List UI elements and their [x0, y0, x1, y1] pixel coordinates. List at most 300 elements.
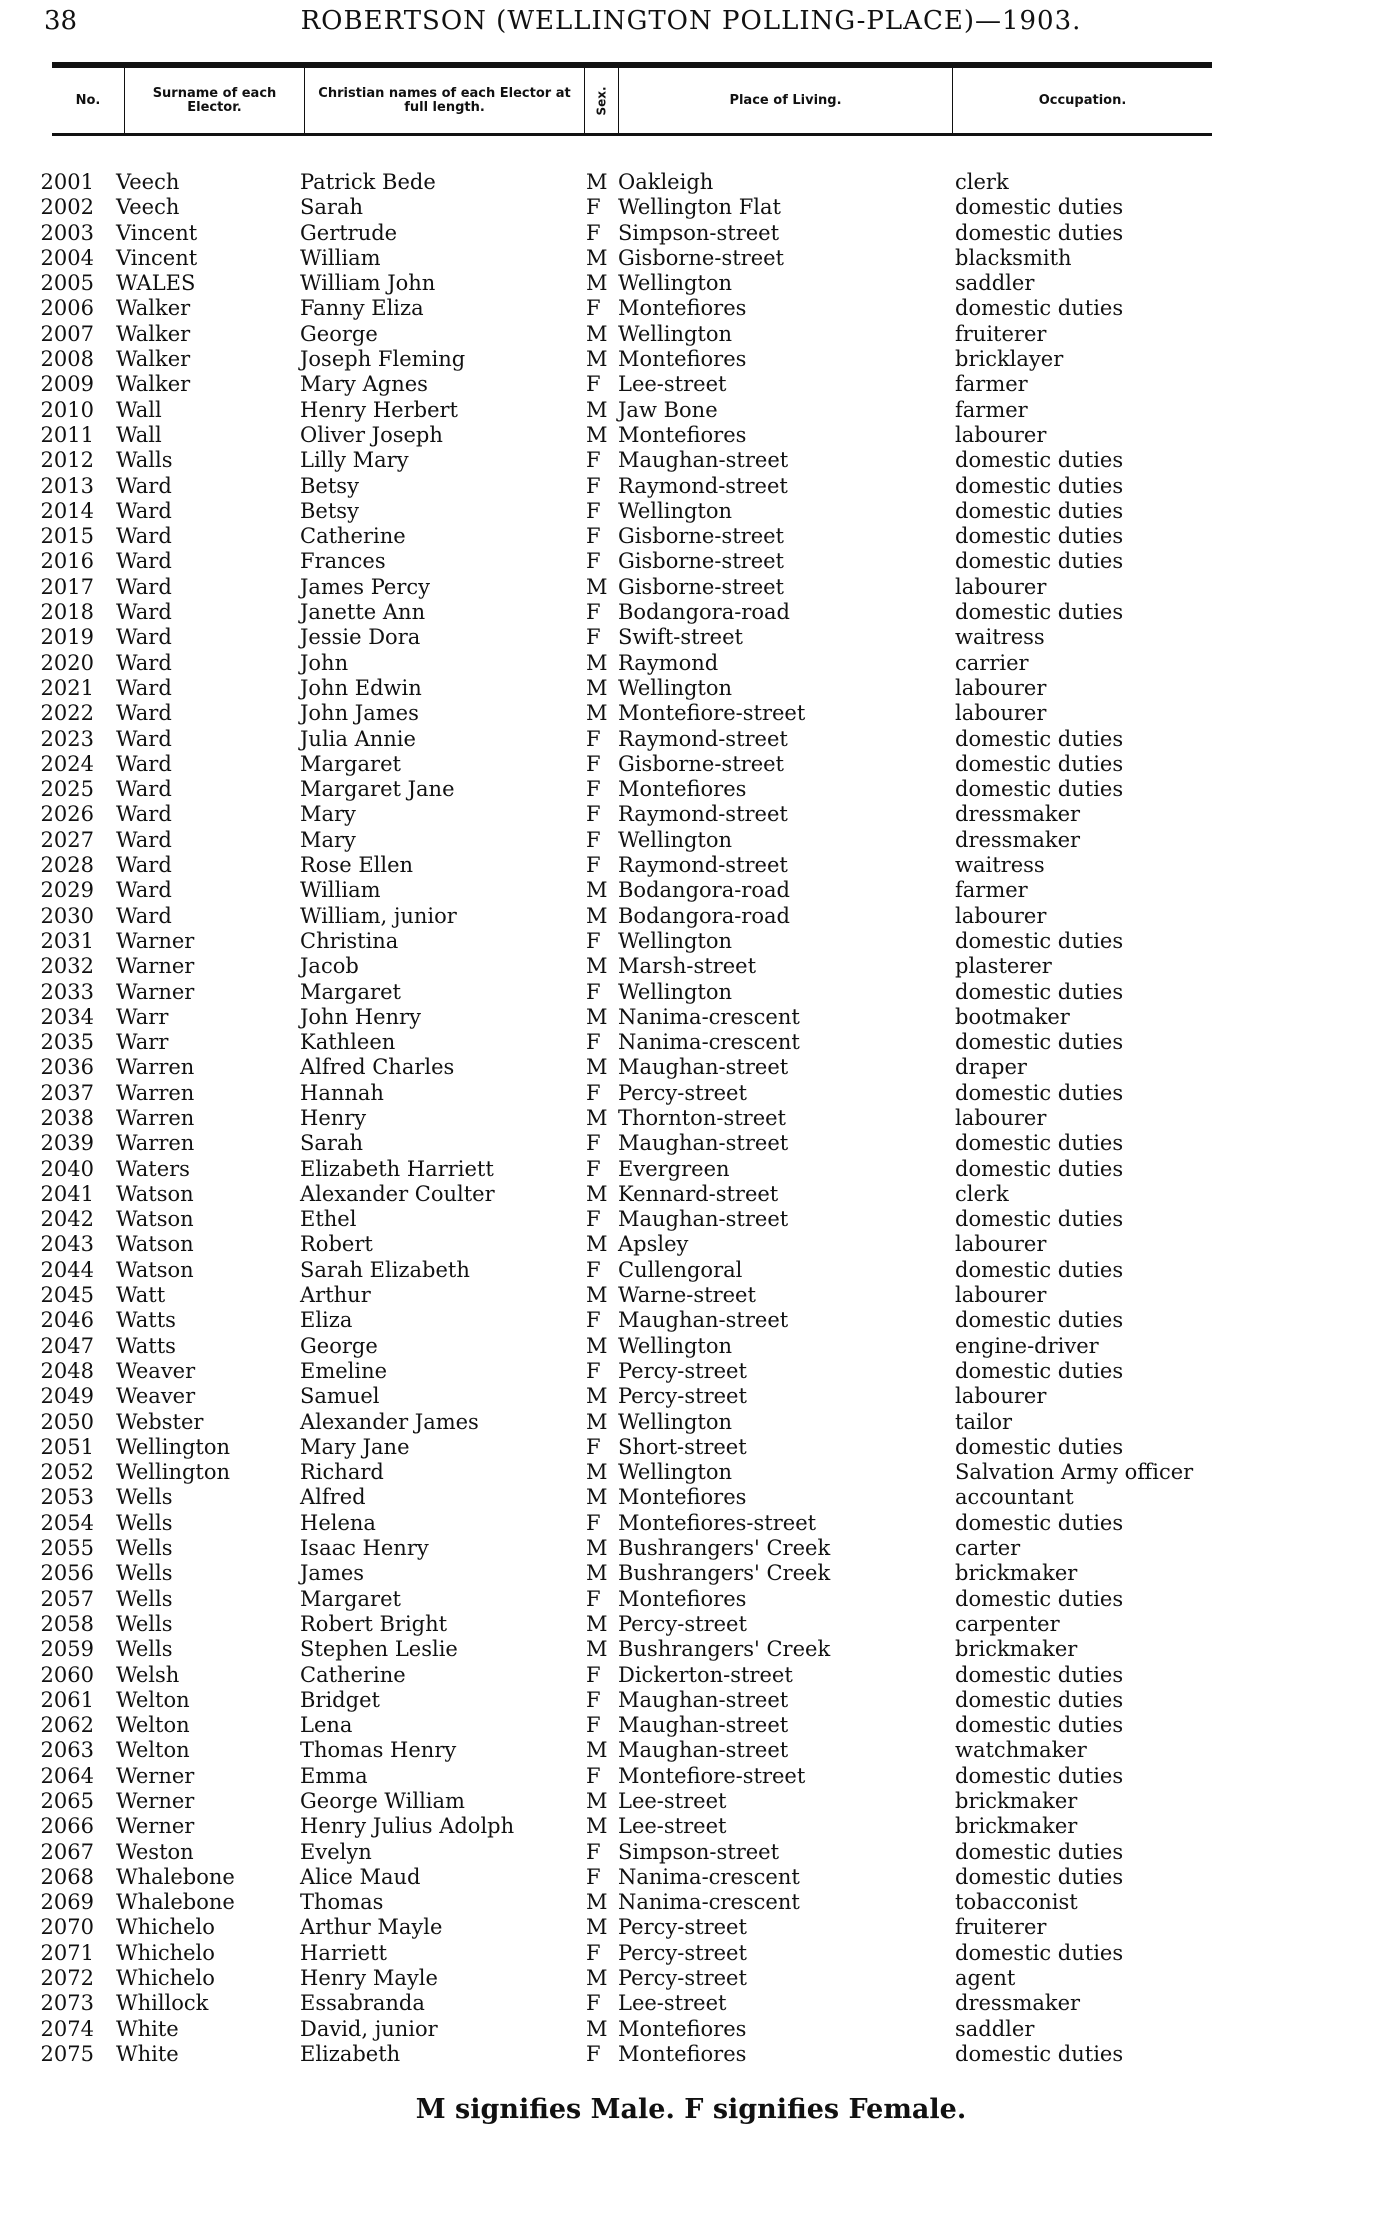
table-row	[0, 1157, 1382, 1182]
sex: M	[586, 1536, 608, 1561]
occupation: domestic duties	[955, 1257, 1124, 1282]
table-row	[0, 195, 1382, 220]
surname: Walls	[116, 448, 173, 473]
place-of-living: Thornton-street	[618, 1105, 786, 1130]
sex: F	[586, 853, 601, 878]
sex: M	[586, 347, 608, 372]
table-row	[0, 1460, 1382, 1485]
occupation: domestic duties	[955, 1662, 1124, 1687]
surname: Veech	[116, 170, 180, 194]
header-occupation: Occupation.	[952, 68, 1212, 133]
place-of-living: Percy-street	[618, 1358, 747, 1383]
elector-number: 2029	[40, 878, 94, 903]
sex: M	[586, 1789, 608, 1813]
elector-number: 2051	[40, 1434, 94, 1459]
place-of-living: Montefiore-street	[618, 701, 806, 726]
christian-names: Samuel	[300, 1384, 380, 1409]
surname: Warren	[116, 1105, 195, 1130]
occupation: domestic duties	[955, 1940, 1124, 1965]
elector-number: 2073	[40, 1991, 94, 2016]
sex: F	[586, 524, 601, 549]
surname: Wells	[116, 1536, 173, 1561]
footer-legend: M signifies Male. F signifies Female.	[415, 2094, 967, 2125]
surname: Werner	[116, 1789, 195, 1813]
christian-names: Oliver Joseph	[300, 422, 443, 447]
place-of-living: Montefiores	[618, 1586, 747, 1611]
table-row	[0, 1005, 1382, 1030]
occupation: farmer	[955, 372, 1028, 397]
occupation: dressmaker	[955, 802, 1081, 827]
elector-number: 2060	[40, 1662, 94, 1687]
occupation: domestic duties	[955, 524, 1124, 549]
table-row	[0, 170, 1382, 195]
elector-number: 2075	[40, 2041, 94, 2066]
occupation: domestic duties	[955, 726, 1124, 751]
table-row	[0, 1865, 1382, 1890]
table-row	[0, 347, 1382, 372]
elector-number: 2016	[40, 549, 94, 574]
sex: M	[586, 1738, 608, 1763]
sex: F	[586, 473, 601, 498]
occupation: accountant	[955, 1485, 1074, 1510]
elector-number: 2004	[40, 245, 94, 270]
table-row	[0, 701, 1382, 726]
elector-number: 2012	[40, 448, 94, 473]
table-row	[0, 1840, 1382, 1865]
occupation: brickmaker	[955, 1814, 1078, 1839]
surname: Welton	[116, 1738, 190, 1763]
christian-names: Richard	[300, 1460, 384, 1485]
sex: F	[586, 1131, 601, 1156]
occupation: carpenter	[955, 1611, 1060, 1636]
christian-names: Hannah	[300, 1080, 384, 1105]
occupation: fruiterer	[955, 321, 1047, 346]
surname: Weaver	[116, 1358, 196, 1383]
occupation: domestic duties	[955, 1207, 1124, 1232]
place-of-living: Raymond	[618, 650, 719, 675]
occupation: domestic duties	[955, 220, 1124, 245]
occupation: domestic duties	[955, 979, 1124, 1004]
elector-number: 2042	[40, 1207, 94, 1232]
place-of-living: Raymond-street	[618, 473, 788, 498]
elector-number: 2013	[40, 473, 94, 498]
occupation: labourer	[955, 1384, 1047, 1409]
elector-number: 2036	[40, 1055, 94, 1080]
elector-number: 2038	[40, 1105, 94, 1130]
surname: Werner	[116, 1763, 195, 1788]
surname: Wells	[116, 1586, 173, 1611]
table-row	[0, 1713, 1382, 1738]
table-row	[0, 980, 1382, 1005]
place-of-living: Montefiores	[618, 2016, 747, 2041]
surname: Wells	[116, 1611, 173, 1636]
sex: F	[586, 1940, 601, 1965]
sex: F	[586, 1358, 601, 1383]
christian-names: Kathleen	[300, 1030, 396, 1055]
table-row	[0, 1232, 1382, 1257]
table-row	[0, 1688, 1382, 1713]
occupation: brickmaker	[955, 1637, 1078, 1662]
christian-names: Betsy	[300, 473, 359, 498]
place-of-living: Lee-street	[618, 372, 727, 397]
occupation: brickmaker	[955, 1789, 1078, 1813]
occupation: watchmaker	[955, 1738, 1087, 1763]
occupation: labourer	[955, 574, 1047, 599]
table-row	[0, 1663, 1382, 1688]
table-row	[0, 1814, 1382, 1839]
elector-number: 2005	[40, 271, 94, 296]
sex: M	[586, 245, 608, 270]
sex: F	[586, 220, 601, 245]
elector-number: 2039	[40, 1131, 94, 1156]
christian-names: Christina	[300, 928, 399, 953]
elector-number: 2062	[40, 1713, 94, 1738]
surname: Ward	[116, 751, 172, 776]
place-of-living: Maughan-street	[618, 1055, 789, 1080]
occupation: domestic duties	[955, 928, 1124, 953]
sex: M	[586, 574, 608, 599]
table-row	[0, 1511, 1382, 1536]
table-row	[0, 1587, 1382, 1612]
table-row	[0, 1561, 1382, 1586]
sex: M	[586, 1232, 608, 1257]
elector-number: 2067	[40, 1839, 94, 1864]
sex: F	[586, 498, 601, 523]
sex: F	[586, 1713, 601, 1738]
occupation: domestic duties	[955, 1839, 1124, 1864]
place-of-living: Short-street	[618, 1434, 747, 1459]
christian-names: Alexander James	[300, 1409, 479, 1434]
sex: F	[586, 802, 601, 827]
occupation: domestic duties	[955, 549, 1124, 574]
table-row	[0, 1536, 1382, 1561]
place-of-living: Gisborne-street	[618, 549, 784, 574]
sex: M	[586, 650, 608, 675]
sex: F	[586, 1586, 601, 1611]
sex: M	[586, 1915, 608, 1940]
place-of-living: Bushrangers' Creek	[618, 1637, 831, 1662]
place-of-living: Wellington	[618, 675, 733, 700]
table-row	[0, 1738, 1382, 1763]
sex: M	[586, 878, 608, 903]
table-row	[0, 1485, 1382, 1510]
place-of-living: Maughan-street	[618, 1738, 789, 1763]
elector-number: 2021	[40, 675, 94, 700]
elector-number: 2037	[40, 1080, 94, 1105]
christian-names: Margaret Jane	[300, 777, 455, 802]
table-row	[0, 1081, 1382, 1106]
occupation: brickmaker	[955, 1561, 1078, 1586]
elector-number: 2015	[40, 524, 94, 549]
header-surname: Surname of each Elector.	[124, 68, 304, 133]
surname: Warren	[116, 1055, 195, 1080]
page-title: ROBERTSON (WELLINGTON POLLING-PLACE)—1903.	[300, 6, 1082, 36]
surname: Wells	[116, 1561, 173, 1586]
table-row	[0, 1435, 1382, 1460]
place-of-living: Gisborne-street	[618, 524, 784, 549]
occupation: domestic duties	[955, 1763, 1124, 1788]
place-of-living: Wellington	[618, 1409, 733, 1434]
surname: Ward	[116, 777, 172, 802]
surname: White	[116, 2016, 179, 2041]
sex: F	[586, 1510, 601, 1535]
christian-names: Mary	[300, 802, 356, 827]
place-of-living: Percy-street	[618, 1611, 747, 1636]
place-of-living: Percy-street	[618, 1080, 747, 1105]
surname: Ward	[116, 853, 172, 878]
surname: Whalebone	[116, 1890, 235, 1915]
place-of-living: Wellington	[618, 498, 733, 523]
occupation: tobacconist	[955, 1890, 1078, 1915]
christian-names: Julia Annie	[300, 726, 416, 751]
elector-number: 2020	[40, 650, 94, 675]
christian-names: Frances	[300, 549, 386, 574]
place-of-living: Dickerton-street	[618, 1662, 793, 1687]
occupation: clerk	[955, 1181, 1009, 1206]
sex: F	[586, 1662, 601, 1687]
place-of-living: Raymond-street	[618, 726, 788, 751]
occupation: labourer	[955, 675, 1047, 700]
christian-names: John	[300, 650, 349, 675]
place-of-living: Montefiore-street	[618, 1763, 806, 1788]
sex: F	[586, 1080, 601, 1105]
surname: Ward	[116, 625, 172, 650]
sex: F	[586, 625, 601, 650]
sex: F	[586, 372, 601, 397]
place-of-living: Warne-street	[618, 1283, 756, 1308]
place-of-living: Maughan-street	[618, 1687, 789, 1712]
elector-number: 2069	[40, 1890, 94, 1915]
place-of-living: Wellington	[618, 1460, 733, 1485]
elector-number: 2040	[40, 1156, 94, 1181]
christian-names: William John	[300, 271, 436, 296]
sex: M	[586, 1611, 608, 1636]
elector-number: 2019	[40, 625, 94, 650]
occupation: waitress	[955, 853, 1045, 878]
christian-names: Sarah Elizabeth	[300, 1257, 470, 1282]
elector-number: 2064	[40, 1763, 94, 1788]
occupation: domestic duties	[955, 1131, 1124, 1156]
sex: F	[586, 1687, 601, 1712]
elector-number: 2003	[40, 220, 94, 245]
occupation: domestic duties	[955, 296, 1124, 321]
occupation: blacksmith	[955, 245, 1072, 270]
place-of-living: Montefiores	[618, 296, 747, 321]
place-of-living: Gisborne-street	[618, 751, 784, 776]
sex: F	[586, 195, 601, 220]
occupation: domestic duties	[955, 448, 1124, 473]
table-row	[0, 1207, 1382, 1232]
surname: Ward	[116, 675, 172, 700]
surname: Ward	[116, 574, 172, 599]
surname: Warren	[116, 1131, 195, 1156]
surname: Whichelo	[116, 1940, 215, 1965]
christian-names: Alfred	[300, 1485, 366, 1510]
christian-names: Evelyn	[300, 1839, 372, 1864]
surname: Wall	[116, 397, 162, 422]
surname: Walker	[116, 296, 191, 321]
christian-names: David, junior	[300, 2016, 438, 2041]
christian-names: Margaret	[300, 1586, 401, 1611]
place-of-living: Simpson-street	[618, 1839, 780, 1864]
sex: F	[586, 928, 601, 953]
christian-names: Eliza	[300, 1308, 353, 1333]
place-of-living: Wellington	[618, 321, 733, 346]
occupation: Salvation Army officer	[955, 1460, 1194, 1485]
sex: M	[586, 1105, 608, 1130]
place-of-living: Lee-street	[618, 1789, 727, 1813]
christian-names: Elizabeth Harriett	[300, 1156, 494, 1181]
elector-number: 2023	[40, 726, 94, 751]
table-row	[0, 1612, 1382, 1637]
christian-names: Elizabeth	[300, 2041, 401, 2066]
christian-names: Ethel	[300, 1207, 357, 1232]
surname: Watson	[116, 1232, 194, 1257]
sex: M	[586, 1460, 608, 1485]
christian-names: Isaac Henry	[300, 1536, 429, 1561]
sex: F	[586, 448, 601, 473]
sex: M	[586, 170, 608, 194]
christian-names: Thomas Henry	[300, 1738, 457, 1763]
occupation: labourer	[955, 1283, 1047, 1308]
sex: M	[586, 1637, 608, 1662]
christian-names: Arthur	[300, 1283, 371, 1308]
occupation: domestic duties	[955, 1156, 1124, 1181]
table-row	[0, 221, 1382, 246]
surname: Warr	[116, 1030, 169, 1055]
surname: Walker	[116, 347, 191, 372]
table-row	[0, 1283, 1382, 1308]
place-of-living: Maughan-street	[618, 1131, 789, 1156]
occupation: domestic duties	[955, 2041, 1124, 2066]
place-of-living: Wellington	[618, 271, 733, 296]
christian-names: Lilly Mary	[300, 448, 409, 473]
occupation: carter	[955, 1536, 1021, 1561]
sex: F	[586, 777, 601, 802]
place-of-living: Montefiores	[618, 347, 747, 372]
occupation: fruiterer	[955, 1915, 1047, 1940]
christian-names: Henry Julius Adolph	[300, 1814, 515, 1839]
table-row	[0, 1030, 1382, 1055]
occupation: domestic duties	[955, 195, 1124, 220]
sex: M	[586, 397, 608, 422]
table-row	[0, 625, 1382, 650]
place-of-living: Nanima-crescent	[618, 1864, 800, 1889]
table-row	[0, 372, 1382, 397]
surname: Ward	[116, 498, 172, 523]
surname: Watson	[116, 1257, 194, 1282]
place-of-living: Cullengoral	[618, 1257, 743, 1282]
table-row	[0, 1410, 1382, 1435]
table-row	[0, 1789, 1382, 1814]
place-of-living: Bodangora-road	[618, 878, 790, 903]
place-of-living: Lee-street	[618, 1991, 727, 2016]
elector-number: 2046	[40, 1308, 94, 1333]
occupation: plasterer	[955, 954, 1052, 979]
occupation: domestic duties	[955, 1434, 1124, 1459]
surname: Watts	[116, 1333, 176, 1358]
christian-names: Margaret	[300, 751, 401, 776]
surname: Vincent	[116, 245, 198, 270]
christian-names: Henry Herbert	[300, 397, 458, 422]
header-bottom-rule	[52, 133, 1212, 136]
surname: Vincent	[116, 220, 198, 245]
elector-number: 2035	[40, 1030, 94, 1055]
place-of-living: Simpson-street	[618, 220, 780, 245]
elector-number: 2059	[40, 1637, 94, 1662]
sex: F	[586, 296, 601, 321]
table-row	[0, 322, 1382, 347]
occupation: domestic duties	[955, 1358, 1124, 1383]
place-of-living: Nanima-crescent	[618, 1004, 800, 1029]
occupation: bricklayer	[955, 347, 1064, 372]
place-of-living: Raymond-street	[618, 802, 788, 827]
table-row	[0, 1764, 1382, 1789]
table-row	[0, 1334, 1382, 1359]
place-of-living: Maughan-street	[618, 1207, 789, 1232]
elector-number: 2053	[40, 1485, 94, 1510]
sex: M	[586, 2016, 608, 2041]
sex: M	[586, 271, 608, 296]
christian-names: Robert	[300, 1232, 373, 1257]
table-row	[0, 1915, 1382, 1940]
place-of-living: Wellington Flat	[618, 195, 781, 220]
surname: Ward	[116, 878, 172, 903]
surname: White	[116, 2041, 179, 2066]
elector-number: 2032	[40, 954, 94, 979]
sex: F	[586, 600, 601, 625]
christian-names: Alfred Charles	[300, 1055, 455, 1080]
place-of-living: Wellington	[618, 979, 733, 1004]
header-christian-names: Christian names of each Elector at full length.	[304, 68, 584, 133]
place-of-living: Percy-street	[618, 1915, 747, 1940]
elector-number: 2047	[40, 1333, 94, 1358]
surname: Veech	[116, 195, 180, 220]
surname: Wells	[116, 1510, 173, 1535]
christian-names: Emma	[300, 1763, 368, 1788]
table-row	[0, 1637, 1382, 1662]
place-of-living: Nanima-crescent	[618, 1890, 800, 1915]
christian-names: Patrick Bede	[300, 170, 436, 194]
christian-names: Gertrude	[300, 220, 398, 245]
table-row	[0, 853, 1382, 878]
sex: F	[586, 1991, 601, 2016]
occupation: domestic duties	[955, 1510, 1124, 1535]
place-of-living: Oakleigh	[618, 170, 714, 194]
sex: M	[586, 1181, 608, 1206]
place-of-living: Gisborne-street	[618, 245, 784, 270]
sex: M	[586, 675, 608, 700]
elector-number: 2052	[40, 1460, 94, 1485]
elector-number: 2028	[40, 853, 94, 878]
surname: Watts	[116, 1308, 176, 1333]
place-of-living: Montefiores	[618, 777, 747, 802]
christian-names: John Edwin	[300, 675, 422, 700]
christian-names: William	[300, 245, 381, 270]
table-row	[0, 1106, 1382, 1131]
table-row	[0, 271, 1382, 296]
elector-number: 2009	[40, 372, 94, 397]
sex: F	[586, 1030, 601, 1055]
sex: M	[586, 1283, 608, 1308]
surname: Walker	[116, 372, 191, 397]
christian-names: Emeline	[300, 1358, 388, 1383]
elector-number: 2008	[40, 347, 94, 372]
table-row	[0, 752, 1382, 777]
occupation: saddler	[955, 2016, 1035, 2041]
elector-number: 2065	[40, 1789, 94, 1813]
surname: Warr	[116, 1004, 169, 1029]
